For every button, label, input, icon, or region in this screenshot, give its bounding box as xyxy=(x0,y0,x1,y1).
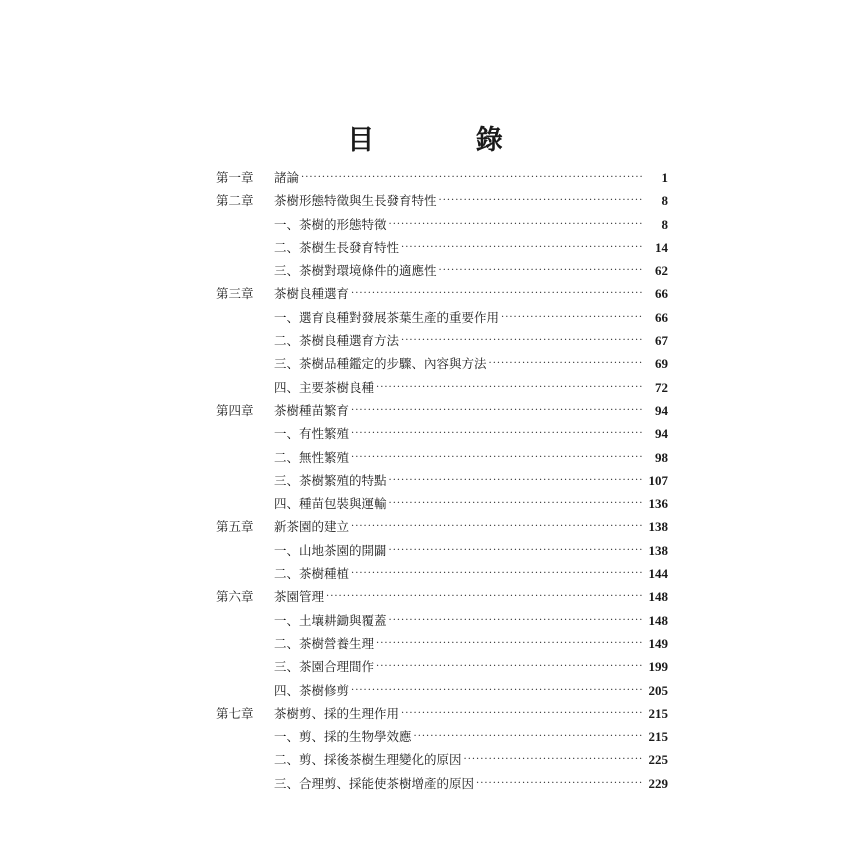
entry-title: 二、茶樹種植 xyxy=(274,566,350,582)
toc-section-row xyxy=(216,422,668,445)
page-number: 144 xyxy=(648,566,668,582)
toc-entry xyxy=(274,306,668,329)
dot-leader xyxy=(351,446,644,469)
page-number: 67 xyxy=(655,333,668,349)
page-number: 138 xyxy=(648,519,668,535)
dot-leader xyxy=(464,748,644,771)
toc-entry xyxy=(274,609,668,632)
page-number: 98 xyxy=(655,449,668,465)
dot-leader xyxy=(401,236,644,259)
entry-title: 二、茶樹良種選育方法 xyxy=(274,333,400,349)
entry-title: 三、茶樹品種鑑定的步驟、內容與方法 xyxy=(274,356,487,372)
toc-entry xyxy=(274,236,668,259)
entry-title: 二、剪、採後茶樹生理變化的原因 xyxy=(274,752,462,768)
toc-entry xyxy=(274,515,668,538)
toc-section-row xyxy=(216,376,668,399)
toc-chapter-row xyxy=(216,515,668,538)
toc-entry xyxy=(274,213,668,236)
entry-title: 新茶園的建立 xyxy=(274,519,350,535)
chapter-label: 第二章 xyxy=(216,193,254,209)
chapter-label xyxy=(216,725,274,748)
entry-title: 一、選育良種對發展茶葉生產的重要作用 xyxy=(274,309,500,325)
chapter-label xyxy=(216,539,274,562)
dot-leader xyxy=(351,282,644,305)
toc-entry xyxy=(274,422,668,445)
entry-title: 四、茶樹修剪 xyxy=(274,682,350,698)
toc-entry xyxy=(274,352,668,375)
toc-section-row xyxy=(216,562,668,585)
toc-entry xyxy=(274,562,668,585)
toc-entry xyxy=(274,585,668,608)
entry-title: 一、剪、採的生物學效應 xyxy=(274,729,412,745)
chapter-label: 第六章 xyxy=(216,589,254,605)
chapter-label xyxy=(216,213,274,236)
toc-chapter-row xyxy=(216,585,668,608)
dot-leader xyxy=(401,702,644,725)
page-number: 94 xyxy=(655,402,668,418)
dot-leader xyxy=(326,585,644,608)
toc-entry xyxy=(274,772,668,795)
entry-title: 茶樹良種選育 xyxy=(274,286,350,302)
entry-title: 一、土壤耕鋤與覆蓋 xyxy=(274,612,387,628)
toc-section-row xyxy=(216,772,668,795)
toc-section-row xyxy=(216,259,668,282)
chapter-label xyxy=(216,446,274,469)
dot-leader xyxy=(439,189,644,212)
chapter-label xyxy=(216,236,274,259)
toc-chapter-row xyxy=(216,189,668,212)
chapter-label xyxy=(216,329,274,352)
chapter-label xyxy=(216,748,274,771)
dot-leader xyxy=(439,259,644,282)
entry-title: 一、有性繁殖 xyxy=(274,426,350,442)
dot-leader xyxy=(351,515,644,538)
page-number: 8 xyxy=(661,193,668,209)
chapter-label xyxy=(216,632,274,655)
toc-entry xyxy=(274,282,668,305)
dot-leader xyxy=(351,562,644,585)
entry-title: 一、茶樹的形態特徵 xyxy=(274,216,387,232)
toc-section-row xyxy=(216,492,668,515)
entry-title: 三、茶樹繁殖的特點 xyxy=(274,472,387,488)
page-number: 107 xyxy=(648,472,668,488)
chapter-label xyxy=(216,352,274,375)
page-number: 148 xyxy=(648,589,668,605)
page-number: 148 xyxy=(648,612,668,628)
dot-leader xyxy=(351,679,644,702)
toc-entry xyxy=(274,725,668,748)
page-number: 149 xyxy=(648,635,668,651)
toc-section-row xyxy=(216,655,668,678)
toc-section-row xyxy=(216,213,668,236)
entry-title: 二、茶樹營養生理 xyxy=(274,635,375,651)
page-number: 225 xyxy=(648,752,668,768)
toc-section-row xyxy=(216,306,668,329)
page-number: 69 xyxy=(655,356,668,372)
dot-leader xyxy=(301,166,644,189)
dot-leader xyxy=(351,399,644,422)
page-title: 目 錄 xyxy=(347,125,549,156)
dot-leader xyxy=(389,539,644,562)
dot-leader xyxy=(501,306,644,329)
toc-section-row xyxy=(216,446,668,469)
chapter-label xyxy=(216,306,274,329)
toc-entry xyxy=(274,399,668,422)
chapter-label xyxy=(216,609,274,632)
toc-entry xyxy=(274,469,668,492)
toc-entry xyxy=(274,702,668,725)
toc-entry xyxy=(274,632,668,655)
entry-title: 二、無性繁殖 xyxy=(274,449,350,465)
toc-entry xyxy=(274,259,668,282)
page-number: 1 xyxy=(661,170,668,185)
toc-entry xyxy=(274,376,668,399)
entry-title: 三、合理剪、採能使茶樹增產的原因 xyxy=(274,775,475,791)
entry-title: 四、主要茶樹良種 xyxy=(274,379,375,395)
dot-leader xyxy=(389,609,644,632)
toc-section-row xyxy=(216,329,668,352)
page-number: 215 xyxy=(648,705,668,721)
toc-entry xyxy=(274,679,668,702)
toc-entry xyxy=(274,748,668,771)
chapter-label xyxy=(216,562,274,585)
toc-entry xyxy=(274,655,668,678)
page-number: 72 xyxy=(655,379,668,395)
toc-section-row xyxy=(216,539,668,562)
page-number: 215 xyxy=(648,729,668,745)
dot-leader xyxy=(389,492,644,515)
toc-section-row xyxy=(216,469,668,492)
dot-leader xyxy=(476,772,644,795)
page-number: 66 xyxy=(655,286,668,302)
toc-section-row xyxy=(216,236,668,259)
dot-leader xyxy=(376,376,644,399)
toc-chapter-row xyxy=(216,166,668,189)
entry-title: 一、山地茶園的開闢 xyxy=(274,542,387,558)
toc-entry xyxy=(274,492,668,515)
entry-title: 四、種苗包裝與運輸 xyxy=(274,496,387,512)
dot-leader xyxy=(351,422,644,445)
chapter-label xyxy=(216,772,274,795)
chapter-label xyxy=(216,259,274,282)
dot-leader xyxy=(376,632,644,655)
page-number: 94 xyxy=(655,426,668,442)
table-of-contents xyxy=(216,166,668,795)
chapter-label: 第七章 xyxy=(216,705,254,721)
entry-title: 三、茶園合理間作 xyxy=(274,659,375,675)
dot-leader xyxy=(401,329,644,352)
chapter-label: 第五章 xyxy=(216,519,254,535)
dot-leader xyxy=(376,655,644,678)
entry-title: 三、茶樹對環境條件的適應性 xyxy=(274,263,437,279)
entry-title: 茶樹剪、採的生理作用 xyxy=(274,705,400,721)
chapter-label xyxy=(216,469,274,492)
entry-title: 茶園管理 xyxy=(274,589,325,605)
toc-entry xyxy=(274,166,668,189)
dot-leader xyxy=(389,469,644,492)
chapter-label xyxy=(216,422,274,445)
chapter-label: 第一章 xyxy=(216,170,254,185)
toc-section-row xyxy=(216,725,668,748)
dot-leader xyxy=(489,352,644,375)
toc-section-row xyxy=(216,609,668,632)
page-number: 8 xyxy=(661,216,668,232)
page-number: 229 xyxy=(648,775,668,791)
toc-section-row xyxy=(216,632,668,655)
toc-section-row xyxy=(216,679,668,702)
toc-entry xyxy=(274,446,668,469)
toc-entry xyxy=(274,329,668,352)
page-number: 14 xyxy=(655,239,668,255)
chapter-label: 第四章 xyxy=(216,402,254,418)
entry-title: 諸論 xyxy=(274,170,300,185)
toc-chapter-row xyxy=(216,282,668,305)
chapter-label xyxy=(216,655,274,678)
page-number: 205 xyxy=(648,682,668,698)
toc-entry xyxy=(274,539,668,562)
page-number: 66 xyxy=(655,309,668,325)
dot-leader xyxy=(414,725,644,748)
toc-section-row xyxy=(216,748,668,771)
toc-section-row xyxy=(216,352,668,375)
entry-title: 茶樹種苗繁育 xyxy=(274,402,350,418)
page-number: 136 xyxy=(648,496,668,512)
chapter-label xyxy=(216,376,274,399)
toc-chapter-row xyxy=(216,399,668,422)
entry-title: 茶樹形態特徵與生長發育特性 xyxy=(274,193,437,209)
chapter-label: 第三章 xyxy=(216,286,254,302)
toc-entry xyxy=(274,189,668,212)
page-number: 199 xyxy=(648,659,668,675)
dot-leader xyxy=(389,213,644,236)
chapter-label xyxy=(216,492,274,515)
toc-chapter-row xyxy=(216,702,668,725)
entry-title: 二、茶樹生長發育特性 xyxy=(274,239,400,255)
page-number: 62 xyxy=(655,263,668,279)
page-number: 138 xyxy=(648,542,668,558)
chapter-label xyxy=(216,679,274,702)
